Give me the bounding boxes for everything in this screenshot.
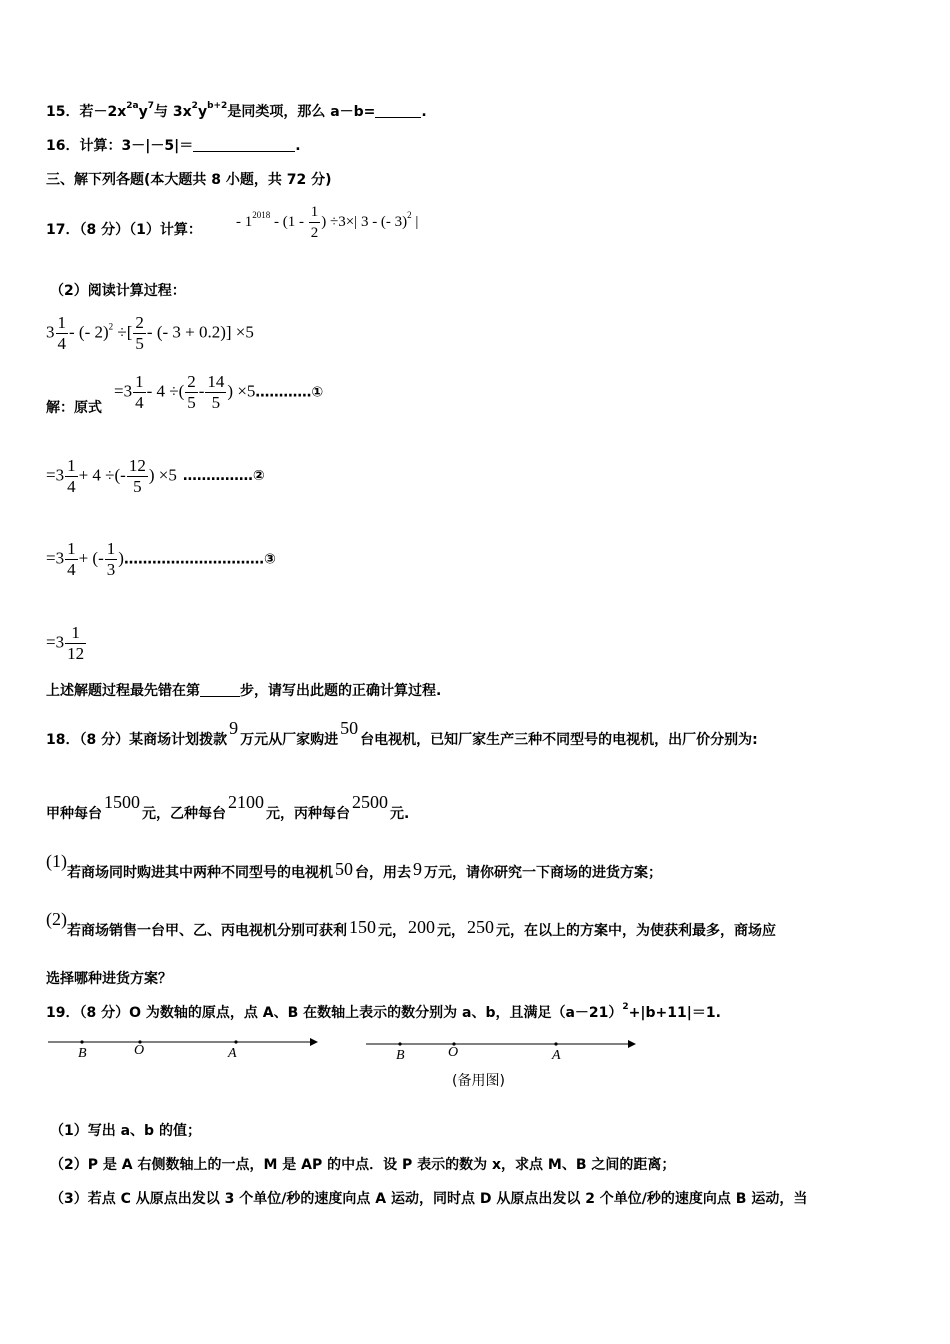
q19-exp: 2 — [622, 1002, 629, 1012]
q17-conclusion-a: 上述解题过程最先错在第 — [46, 683, 200, 699]
q17-label: 17．（8 分）（1）计算： — [46, 222, 202, 238]
q18-l1b: 万元从厂家购进 — [240, 732, 339, 748]
q18-p2c: 元， — [437, 923, 465, 939]
q18-profit-b: 200 — [408, 917, 435, 937]
q18-p1-mark: (1) — [46, 851, 67, 871]
solution-step-3 — [46, 539, 276, 580]
given-mid3: - (- 3 + 0.2)] ×5 — [146, 322, 254, 342]
q17-half-fraction — [309, 202, 321, 243]
q18-price-b: 2100 — [228, 792, 264, 812]
step1-mid2: - — [198, 381, 205, 401]
q18-budget-value: 9 — [229, 718, 239, 738]
q18-line-1 — [46, 718, 758, 749]
given-mid1: - (- 2) — [69, 322, 109, 342]
q15-term2-y: y — [197, 104, 208, 120]
step1-mid1: - 4 ÷( — [146, 381, 185, 401]
step4-pre: =3 — [46, 632, 65, 652]
step1-mid3: ) ×5 — [227, 381, 256, 401]
q15-term1-yexp: 7 — [147, 101, 155, 111]
q18-p1c: 万元，请你研究一下商场的进货方案； — [424, 865, 662, 881]
q18-price-a: 1500 — [104, 792, 140, 812]
q15-term1: 2x — [107, 104, 127, 120]
given-d2: 5 — [135, 334, 144, 353]
q19-part-2: （2）P 是 A 右侧数轴上的一点，M 是 AP 的中点．设 P 表示的数为 x，求点 M、B 之间的距离； — [50, 1157, 676, 1173]
step2-marker: ……………② — [182, 468, 265, 485]
step3-mid2: ) — [118, 548, 124, 568]
q17-step-blank[interactable] — [200, 696, 240, 697]
q15-term2-yexp: b+2 — [207, 101, 228, 111]
step2-mid2: ) ×5 — [148, 465, 177, 485]
step3-marker: …………………………③ — [123, 551, 276, 568]
q17-expr-c-exp: 2 — [407, 209, 412, 220]
step2-n1: 1 — [67, 456, 76, 475]
q17-expr-b: - (1 - — [274, 213, 304, 230]
q18-line-2 — [46, 792, 410, 823]
given-frac-2 — [133, 313, 146, 354]
q19-line-1 — [46, 1004, 721, 1022]
section-3-heading: 三、解下列各题(本大题共 8 小题，共 72 分) — [46, 172, 332, 188]
step1-frac-2 — [185, 372, 198, 413]
solution-label: 解：原式 — [46, 400, 102, 416]
q18-p2d: 元，在以上的方案中，为使获利最多，商场应 — [496, 923, 776, 939]
given-n2: 2 — [135, 313, 144, 332]
q16-answer-blank[interactable] — [193, 151, 295, 152]
q15-mid: 与 — [154, 104, 173, 120]
q17-expr-a-exp: 2018 — [252, 209, 271, 220]
solution-step-1 — [114, 372, 323, 413]
q18-profit-a: 150 — [349, 917, 376, 937]
step2-frac-2 — [127, 456, 148, 497]
q18-p1-count: 50 — [335, 859, 353, 879]
step3-d2: 3 — [106, 560, 116, 579]
step2-frac-1 — [65, 456, 78, 497]
step1-pre: =3 — [114, 381, 133, 401]
given-mid2: ÷[ — [113, 322, 133, 342]
axis2-label-o: O — [448, 1045, 459, 1060]
q15-end: . — [421, 104, 427, 120]
q17-expr-c: ) ÷3×| 3 - (- 3) — [321, 213, 408, 230]
step3-pre: =3 — [46, 548, 65, 568]
q18-l2d: 元. — [390, 806, 410, 822]
q18-count-value: 50 — [340, 718, 359, 738]
step2-d1: 4 — [67, 477, 76, 496]
step2-n2: 12 — [128, 456, 146, 475]
step1-marker: …………① — [255, 384, 324, 401]
q17-half-num: 1 — [309, 202, 321, 223]
spare-figure-caption: (备用图) — [452, 1073, 505, 1089]
q15-term2: 3x — [172, 104, 192, 120]
step4-d1: 12 — [67, 644, 85, 663]
q19-l1b: +|b+11|＝1. — [628, 1005, 721, 1021]
step1-n2: 2 — [187, 372, 196, 391]
q17-expr-d: | — [411, 213, 419, 230]
q18-l1a: 18．（8 分）某商场计划拨款 — [46, 732, 228, 748]
q15-prefix: 15．若－ — [46, 104, 108, 120]
solution-step-2 — [46, 456, 265, 497]
step2-pre: =3 — [46, 465, 65, 485]
q17-given-expression — [46, 313, 254, 354]
step4-frac — [65, 623, 86, 664]
step4-n1: 1 — [65, 623, 86, 644]
q15-term1-xexp: 2a — [126, 101, 139, 111]
q19-l1a: 19．（8 分）O 为数轴的原点，点 A、B 在数轴上表示的数分别为 a、b，且满足（a－21） — [46, 1005, 623, 1021]
number-line-main — [48, 1034, 320, 1050]
q18-p2-mark: (2) — [46, 909, 67, 929]
q18-profit-c: 250 — [467, 917, 494, 937]
step1-d1: 4 — [135, 393, 144, 412]
given-exp: 2 — [108, 321, 114, 332]
q18-l2c: 元，丙种每台 — [266, 806, 350, 822]
q17-expression — [236, 202, 418, 243]
step3-frac-2 — [105, 539, 118, 580]
given-whole: 3 — [46, 322, 55, 342]
q15-suffix: 是同类项，那么 a－b= — [227, 104, 376, 120]
q18-part-2-cont: 选择哪种进货方案？ — [46, 971, 172, 987]
q15-term1-y: y — [138, 104, 148, 120]
axis1-label-a: A — [228, 1046, 237, 1061]
q15-answer-blank[interactable] — [375, 117, 421, 118]
step2-mid1: + 4 ÷(- — [78, 465, 126, 485]
q18-l2b: 元，乙种每台 — [142, 806, 226, 822]
q18-p1-cost: 9 — [413, 859, 422, 879]
question-16 — [46, 137, 301, 155]
step1-n3: 14 — [207, 372, 225, 391]
q18-l1c: 台电视机，已知厂家生产三种不同型号的电视机，出厂价分别为: — [360, 732, 758, 748]
q18-l2a: 甲种每台 — [46, 806, 102, 822]
q18-p1b: 台，用去 — [355, 865, 411, 881]
q16-end: . — [295, 138, 301, 154]
given-d1: 4 — [57, 334, 66, 353]
q18-p1a: 若商场同时购进其中两种不同型号的电视机 — [67, 865, 333, 881]
q18-p2b: 元， — [378, 923, 406, 939]
q17-expr-a: - 1 — [236, 213, 253, 230]
q18-price-c: 2500 — [352, 792, 388, 812]
axis2-label-b: B — [396, 1048, 405, 1063]
step1-frac-1 — [133, 372, 146, 413]
step1-d3: 5 — [211, 393, 221, 412]
axis1-label-o: O — [134, 1043, 145, 1058]
axis1-label-b: B — [78, 1046, 87, 1061]
q18-p2a: 若商场销售一台甲、乙、丙电视机分别可获利 — [67, 923, 347, 939]
step3-frac-1 — [65, 539, 78, 580]
solution-step-4 — [46, 623, 87, 664]
step2-d2: 5 — [133, 477, 142, 496]
q19-part-1: （1）写出 a、b 的值； — [50, 1123, 201, 1139]
step3-n2: 1 — [106, 539, 116, 558]
q15-term2-xexp: 2 — [191, 101, 198, 111]
q19-part-3: （3）若点 C 从原点出发以 3 个单位/秒的速度向点 A 运动，同时点 D 从原点出发以 2 个单位/秒的速度向点 B 运动，当 — [50, 1191, 808, 1207]
step3-d1: 4 — [67, 560, 76, 579]
q17-part2-label: （2）阅读计算过程： — [50, 283, 186, 299]
q18-part-1 — [46, 851, 662, 882]
axis2-label-a: A — [552, 1048, 561, 1063]
q17-conclusion-b: 步，请写出此题的正确计算过程. — [240, 683, 442, 699]
q17-half-den: 2 — [310, 225, 319, 241]
q16-text: 16．计算：3－|－5|＝ — [46, 138, 194, 154]
step1-frac-3 — [205, 372, 226, 413]
step3-mid1: + (- — [78, 548, 104, 568]
step3-n1: 1 — [67, 539, 76, 558]
q17-conclusion — [46, 682, 441, 700]
step1-n1: 1 — [135, 372, 144, 391]
number-line-spare — [366, 1036, 638, 1052]
given-frac-1 — [56, 313, 69, 354]
question-15 — [46, 103, 427, 121]
q18-part-2 — [46, 909, 776, 940]
given-n1: 1 — [57, 313, 66, 332]
step1-d2: 5 — [187, 393, 196, 412]
